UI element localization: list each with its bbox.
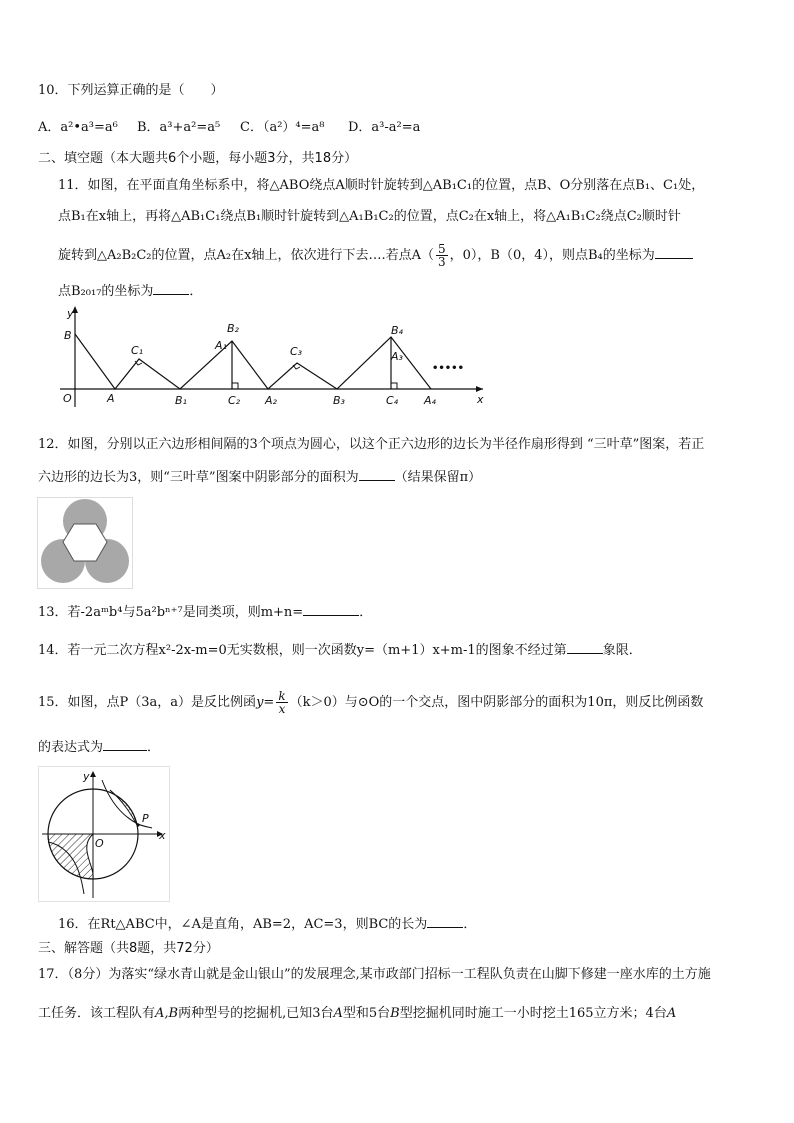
- q11-line-4a: 点B₂₀₁₇的坐标为: [58, 284, 154, 299]
- q11-line-4b: ．: [189, 284, 203, 299]
- label-a1: A₁: [215, 339, 227, 352]
- q12-line-2a: 六边形的边长为3，则“三叶草”图案中阴影部分的面积为: [38, 470, 359, 485]
- label-x: x: [159, 829, 166, 842]
- y-arrow: [90, 771, 96, 777]
- q10-option-d: D．a³-a²=a: [348, 120, 421, 135]
- shaded-region-top-right: [110, 790, 137, 825]
- q10-option-a: A．a²•a³=a⁶: [38, 120, 118, 135]
- q17-line-2d: 型挖掘机同时施工一小时挖土165立方米；4台: [399, 1006, 667, 1021]
- q15-line-2: [38, 738, 160, 757]
- q11-line-4: [58, 282, 202, 301]
- q16: [58, 915, 476, 934]
- label-c3: C₃: [290, 345, 303, 358]
- x-arrow: [476, 386, 483, 392]
- q11-fraction: [436, 243, 448, 268]
- q17-line-2a: 工任务．该工程队有: [38, 1006, 156, 1021]
- q14: [38, 641, 642, 660]
- label-b4: B₄: [391, 324, 403, 337]
- point-p: [136, 823, 139, 826]
- q11-line-3a: 旋转到△A₂B₂C₂的位置，点A₂在x轴上，依次进行下去….若点A（: [58, 248, 434, 263]
- q11-line-3: [58, 243, 693, 268]
- q12-line-2: [38, 468, 481, 487]
- q11-blank-1[interactable]: [655, 246, 693, 259]
- q12-clover-figure: [37, 497, 133, 589]
- right-angle-c4: [391, 383, 397, 389]
- label-b: B: [64, 329, 72, 342]
- q11-frac-den: 3: [437, 255, 446, 269]
- label-b3: B₃: [333, 394, 345, 407]
- q17-b1: B: [390, 1006, 400, 1021]
- label-dots: •••••: [432, 363, 464, 374]
- label-c4: C₄: [386, 394, 399, 407]
- label-a4: A₄: [424, 394, 436, 407]
- label-x: x: [477, 393, 484, 406]
- q15-fraction: [276, 690, 287, 715]
- label-o: O: [63, 392, 72, 405]
- q13-text: 13．若-2aᵐb⁴与5a²bⁿ⁺⁷是同类项，则m+n=: [38, 605, 304, 620]
- right-angle-c2: [232, 383, 238, 389]
- label-a: A: [107, 392, 115, 405]
- q10-option-b: B．a³+a²=a⁵: [137, 120, 221, 135]
- q17-line-2: [38, 1005, 676, 1023]
- q17-a2: A: [666, 1006, 677, 1021]
- q12-line-2b: （结果保留π）: [394, 470, 482, 485]
- q15-circle-figure: [38, 766, 170, 902]
- q11-line-3b: ，0），B（0，4），则点B₄的坐标为: [449, 248, 655, 263]
- label-c1: C₁: [131, 344, 144, 357]
- q17-line-2c: 型和5台: [342, 1006, 391, 1021]
- q15-blank[interactable]: [103, 738, 147, 751]
- right-angle-c1: [135, 361, 142, 365]
- q16-text: 16．在Rt△ABC中，∠A是直角，AB=2，AC=3，则BC的长为: [58, 917, 428, 932]
- label-y: y: [67, 307, 74, 320]
- q15-frac-den: x: [278, 702, 286, 716]
- q14-blank[interactable]: [567, 641, 603, 654]
- label-c2: C₂: [228, 394, 241, 407]
- label-a2: A₂: [265, 394, 277, 407]
- q17-ab: A,B: [155, 1006, 179, 1021]
- q15-func-y: y: [256, 695, 264, 710]
- q10-stem: 10．下列运算正确的是（ ）: [38, 83, 224, 98]
- q15-line-1b: （k＞0）与⊙O的一个交点，图中阴影部分的面积为10π，则反比例函数: [289, 695, 704, 710]
- q13-blank[interactable]: [303, 603, 359, 616]
- q16-text-end: ．: [463, 917, 477, 932]
- q13: [38, 603, 372, 622]
- q14-text-end: 象限．: [602, 643, 642, 658]
- label-y: y: [83, 770, 90, 783]
- q11-frac-num: 5: [437, 242, 446, 256]
- section-2-title: 二、填空题（本大题共6个小题，每小题3分，共18分）: [38, 151, 358, 166]
- q16-blank[interactable]: [427, 915, 463, 928]
- q17-a1: A: [333, 1006, 343, 1021]
- label-p: P: [142, 812, 149, 825]
- q15-line-1: 15．如图，点P（3a，a）是反比例函y= $\frac{k}{x}$ （k＞0）与⊙O的一个交点，图中阴影部分的面积为10π，则反比例函数: [38, 689, 704, 716]
- q17-line-1: 17．（8分）为落实“绿水青山就是金山银山”的发展理念,某市政部门招标一工程队负责在山脚下修建一座水库的土方施: [38, 967, 711, 982]
- q11-line-2: 点B₁在x轴上，再将△AB₁C₁绕点B₁顺时针旋转到△A₁B₁C₂的位置，点C₂在x轴上，将△A₁B₁C₂绕点C₂顺时针: [58, 209, 681, 224]
- section-3-title: 三、解答题（共8题，共72分）: [38, 941, 219, 956]
- q13-text-end: ．: [359, 605, 373, 620]
- q14-text: 14．若一元二次方程x²-2x-m=0无实数根，则一次函数y=（m+1）x+m-1的图象不经过第: [38, 643, 567, 658]
- q15-line-2b: ．: [147, 740, 161, 755]
- rotation-path: [75, 334, 431, 389]
- q15-line-1a: 15．如图，点P（3a，a）是反比例函: [38, 695, 257, 710]
- q12-blank[interactable]: [359, 468, 395, 481]
- q11-blank-2[interactable]: [153, 282, 189, 295]
- q11-rotation-figure: [55, 302, 495, 410]
- q11-line-1: 11．如图，在平面直角坐标系中，将△ABO绕点A顺时针旋转到△AB₁C₁的位置，点B、O分别落在点B₁、C₁处，: [58, 178, 705, 193]
- q12-line-1: 12．如图，分别以正六边形相间隔的3个项点为圆心，以这个正六边形的边长为半径作扇形得到 “三叶草”图案，若正: [38, 437, 705, 452]
- label-o: O: [95, 837, 104, 850]
- q15-line-2a: 的表达式为: [38, 740, 104, 755]
- label-b2: B₂: [227, 322, 239, 335]
- label-a3: A₃: [391, 350, 403, 363]
- q17-line-2b: 两种型号的挖掘机,已知3台: [178, 1006, 334, 1021]
- label-b1: B₁: [175, 394, 187, 407]
- q10-option-c: C．（a²）⁴=a⁸: [240, 120, 325, 135]
- q15-frac-num: k: [278, 689, 286, 703]
